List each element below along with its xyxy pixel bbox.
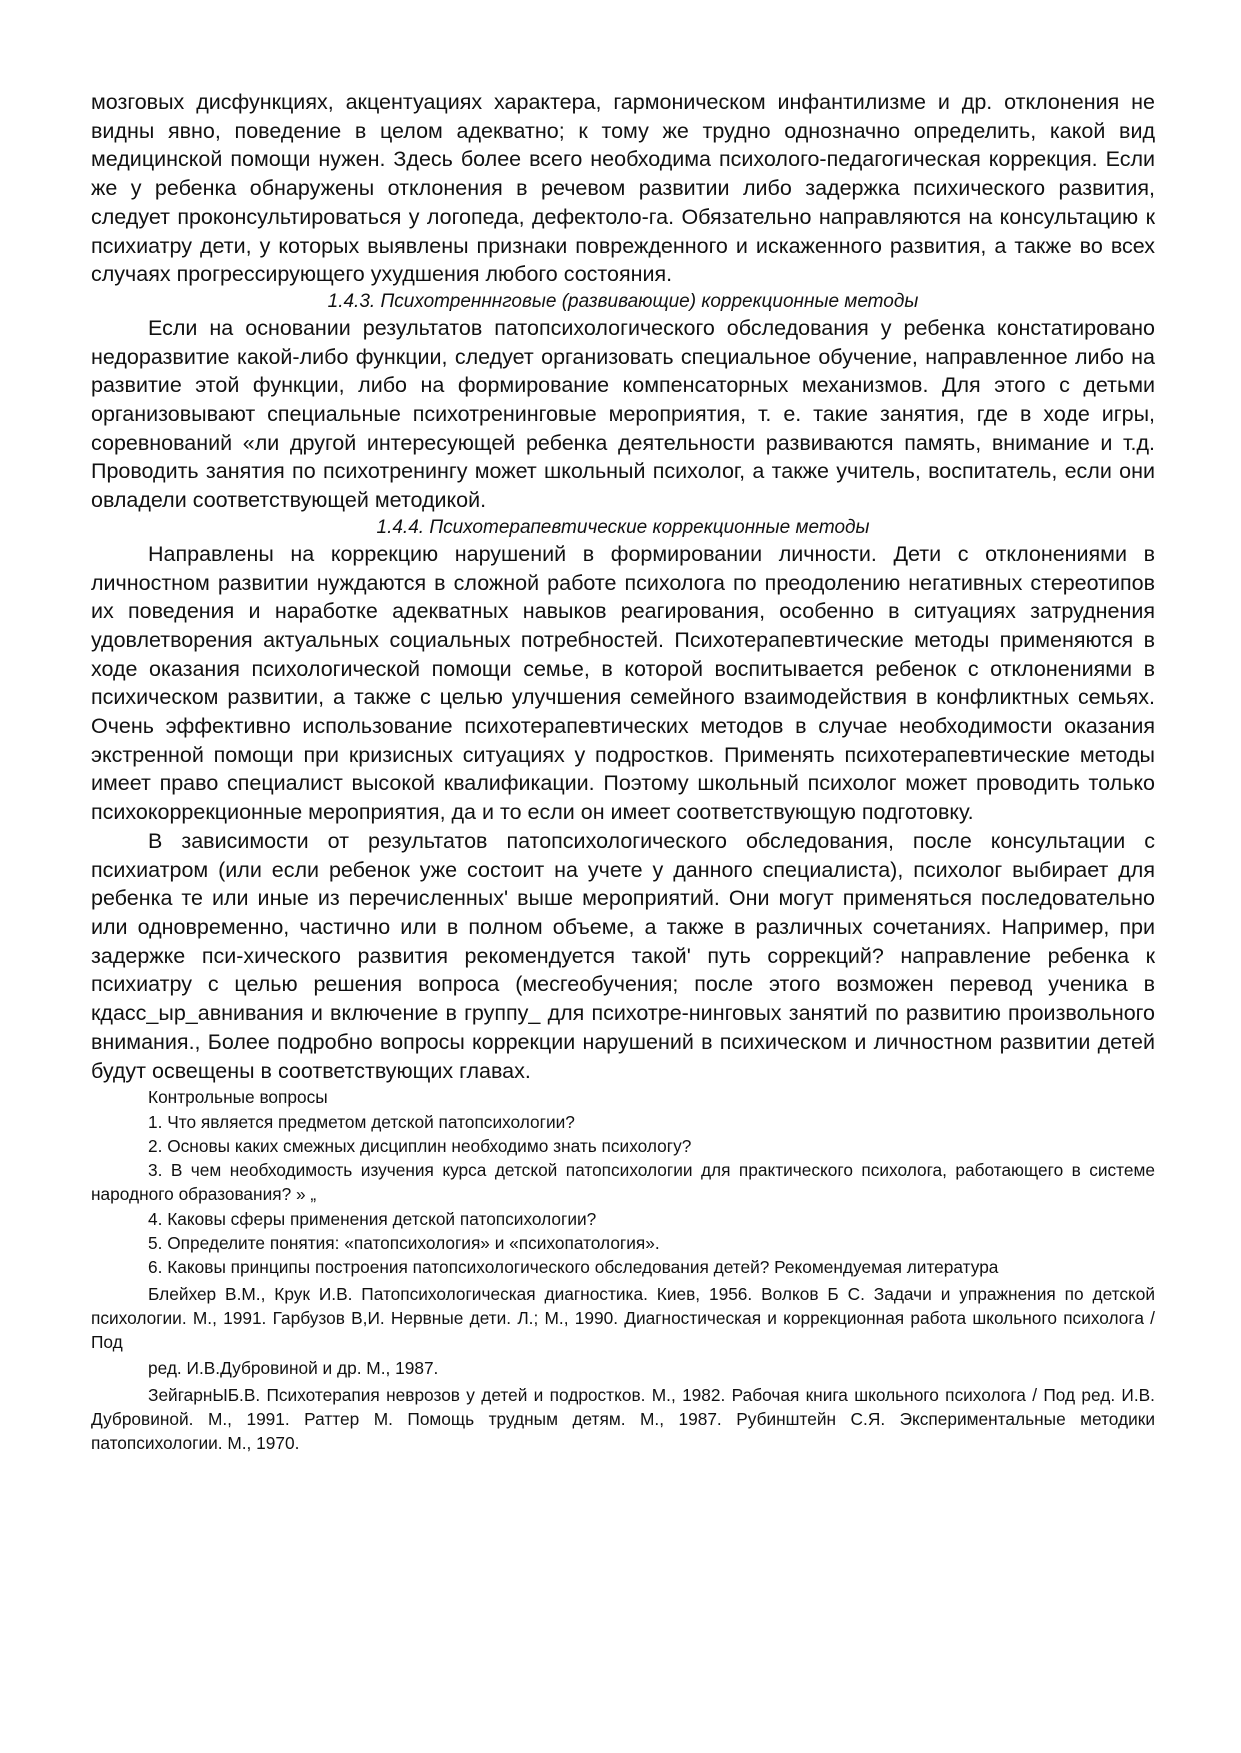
literature-entry: ЗейгарнЫБ.В. Психотерапия неврозов у детей и подростков. М., 1982. Рабочая книга школьного психолога / Под ред. И.В. Дубровиной. М., 1991. Раттер М. Помощь трудным детям. М., 1987. Рубинштейн С.Я. Экспериментальные методики патопсихологии. М., 1970. xyxy=(91,1384,1155,1454)
control-questions xyxy=(91,1085,1155,1455)
questions-title: Контрольные вопросы xyxy=(148,1087,328,1108)
main-text xyxy=(91,88,1155,1085)
question-item: 5. Определите понятия: «патопсихология» и «психопатология». xyxy=(148,1232,660,1253)
section-heading-psychotherapy: 1.4.4. Психотерапевтические коррекционные методы xyxy=(376,516,870,538)
section-heading-psychotraining: 1.4.3. Психотренннговые (развивающие) коррекционные методы xyxy=(327,290,919,312)
question-item: 3. В чем необходимость изучения курса детской патопсихологии для практического психолога, работающего в системе народного образования? » „ xyxy=(91,1160,1155,1205)
paragraph-continuation: мозговых дисфункциях, акцентуациях характера, гармоническом инфантилизме и др. отклонения не видны явно, поведение в целом адекватно; к тому же трудно однозначно определить, какой вид медицинской помощи нужен. Здесь более всего необходима психолого-педагогическая коррекция. Если же у ребенка обнаружены отклонения в речевом развитии либо задержка психического развития, следует проконсультироваться у логопеда, дефектоло-га. Обязательно направляются на консультацию к психиатру дети, у которых выявлены признаки поврежденного и искаженного развития, а также во всех случаях прогрессирующего ухудшения любого состояния. xyxy=(91,90,1155,287)
paragraph-depending-on-results: В зависимости от результатов патопсихологического обследования, после консультации с психиатром (или если ребенок уже состоит на учете у данного специалиста), психолог выбирает для ребенка те или иные из перечисленных' выше мероприятий. Они могут применяться последовательно или одновременно, частично или в полном объеме, а также в различных сочетаниях. Например, при задержке пси-хического развития рекомендуется такой' путь соррекций? направление ребенка к психиатру с целью решения вопроса (месгеобучения; после этого возможен перевод ученика в кдасс_ыр_авнивания и включение в группу_ для психотре-нинговых занятий по развитию произвольного внимания., Более подробно вопросы коррекции нарушений в психическом и личностном развитии детей будут освещены в соответствующих главах. xyxy=(91,828,1155,1083)
question-item: 4. Каковы сферы применения детской патопсихологии? xyxy=(148,1208,597,1229)
paragraph-psychotraining: Если на основании результатов патопсихологического обследования у ребенка констатировано недоразвитие какой-либо функции, следует организовать специальное обучение, направленное либо на развитие этой функции, либо на формирование компенсаторных механизмов. Для этого с детьми организовывают специальные психотренинговые мероприятия, т. е. такие занятия, где в ходе игры, соревнований «ли другой интересующей ребенка деятельности развиваются память, внимание и т.д. Проводить занятия по психотренингу может школьный психолог, а также учитель, воспитатель, если они овладели соответствующей методикой. xyxy=(91,315,1155,513)
literature-entry: Блейхер В.М., Крук И.В. Патопсихологическая диагностика. Киев, 1956. Волков Б С. Задачи и упражнения по детской психологии. М., 1991. Гарбузов В,И. Нервные дети. Л.; М., 1990. Диагностическая и коррекционная работа школьного психолога / Под xyxy=(91,1283,1155,1353)
literature-entry: ред. И.В.Дубровиной и др. М., 1987. xyxy=(148,1358,439,1379)
question-item: 6. Каковы принципы построения патопсихологического обследования детей? Рекомендуемая литература xyxy=(148,1257,999,1278)
question-item: 1. Что является предметом детской патопсихологии? xyxy=(148,1111,575,1132)
paragraph-psychotherapy: Направлены на коррекцию нарушений в формировании личности. Дети с отклонениями в личностном развитии нуждаются в сложной работе психолога по преодолению негативных стереотипов их поведения и наработке адекватных навыков реагирования, особенно в ситуациях затруднения удовлетворения актуальных социальных потребностей. Психотерапевтические методы применяются в ходе оказания психологической помощи семье, в которой воспитывается ребенок с отклонениями в психическом развитии, а также с целью улучшения семейного взаимодействия в конфликтных семьях. Очень эффективно использование психотерапевтических методов в случае необходимости оказания экстренной помощи при кризисных ситуациях у подростков. Применять психотерапевтические методы имеет право специалист высокой квалификации. Поэтому школьный психолог может проводить только психокоррекционные мероприятия, да и то если он имеет соответствующую подготовку. xyxy=(91,541,1155,825)
question-item: 2. Основы каких смежных дисциплин необходимо знать психологу? xyxy=(148,1135,692,1156)
